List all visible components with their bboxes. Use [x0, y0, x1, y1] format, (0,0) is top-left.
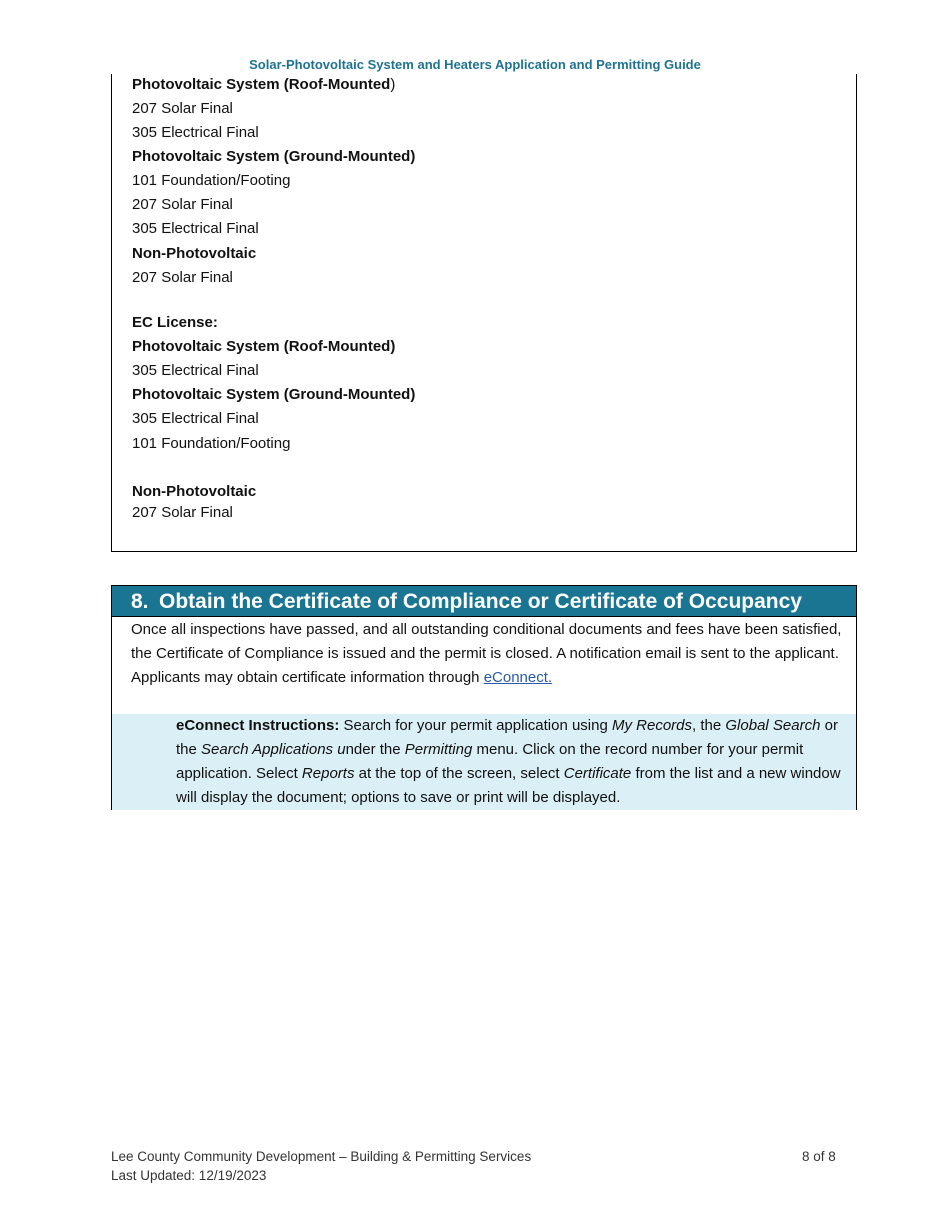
ec-license-label: EC License: [132, 314, 218, 331]
inspection-item: 207 Solar Final [132, 196, 233, 213]
inspection-heading: Photovoltaic System (Ground-Mounted) [132, 148, 416, 165]
inspection-item: 207 Solar Final [132, 504, 233, 521]
inspection-item: 101 Foundation/Footing [132, 435, 291, 452]
running-header: Solar-Photovoltaic System and Heaters Application and Permitting Guide [249, 57, 701, 72]
inspection-item: 101 Foundation/Footing [132, 172, 291, 189]
inspection-heading: Non-Photovoltaic [132, 245, 257, 262]
inspection-heading: Photovoltaic System (Roof-Mounted) [132, 338, 396, 355]
inspections-box [111, 74, 857, 552]
section-title: Obtain the Certificate of Compliance or Certificate of Occupancy [159, 590, 802, 613]
inspection-item: 305 Electrical Final [132, 220, 259, 237]
footer-org: Lee County Community Development – Building & Permitting Services [111, 1149, 532, 1164]
page-number: 8 of 8 [802, 1149, 836, 1164]
section-paragraph: Once all inspections have passed, and all outstanding conditional documents and fees have been satisfied, the Certificate of Compliance is issued and the permit is closed. A notification email is sent to the applicant. Applicants may obtain certificate information through eConnect. [131, 621, 842, 686]
instructions-text: eConnect Instructions: Search for your permit application using My Records, the Global Search or the Search Applications under the Permitting menu. Click on the record number for your permit application. Select Reports at the top of the screen, select Certificate from the list and a new window will display the document; options to save or print will be displayed. [176, 717, 841, 806]
inspection-item: 305 Electrical Final [132, 362, 259, 379]
inspection-item: 207 Solar Final [132, 100, 233, 117]
inspection-heading: Photovoltaic System (Ground-Mounted) [132, 386, 416, 403]
section-8-box [111, 585, 857, 810]
inspection-heading: Non-Photovoltaic [132, 483, 257, 500]
section-heading [112, 586, 856, 617]
inspection-item: 207 Solar Final [132, 269, 233, 286]
econnect-link[interactable]: eConnect. [483, 669, 553, 686]
inspection-item: 305 Electrical Final [132, 410, 259, 427]
inspection-item: 305 Electrical Final [132, 124, 259, 141]
econnect-instructions [112, 714, 856, 810]
inspection-heading: Photovoltaic System (Roof-Mounted) [132, 76, 396, 93]
footer-updated: Last Updated: 12/19/2023 [111, 1168, 267, 1183]
footer [111, 1147, 531, 1185]
section-number: 8. [131, 590, 149, 613]
